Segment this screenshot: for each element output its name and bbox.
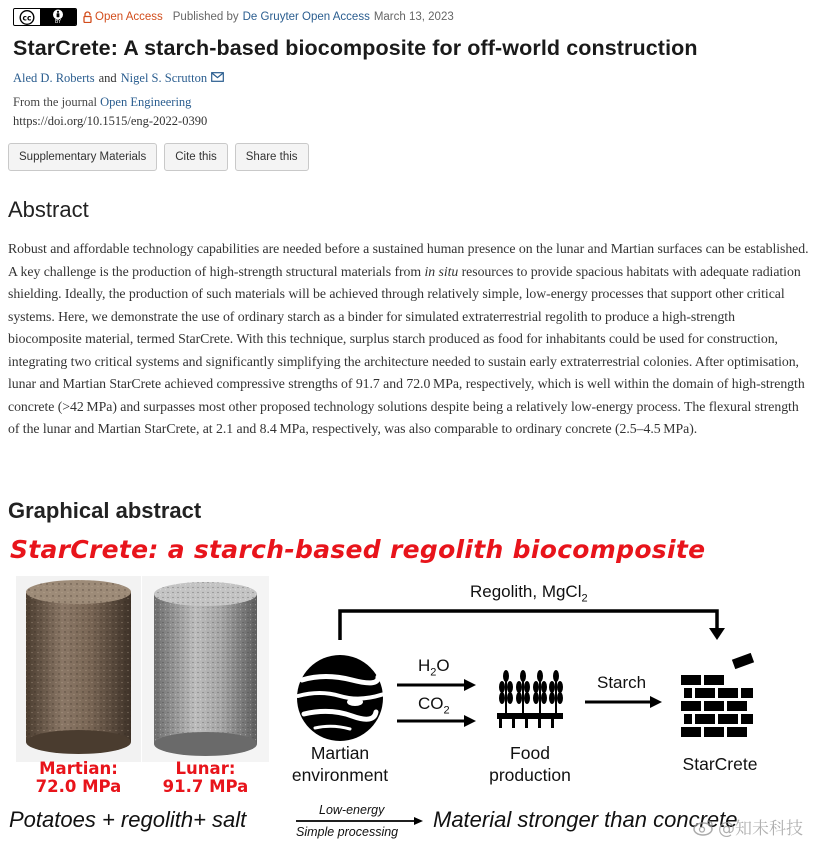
article-title: StarCrete: A starch-based biocomposite for off-world construction (13, 36, 698, 60)
watermark (693, 814, 803, 839)
abstract-italic-term: in situ (424, 263, 459, 279)
regolith-subscript: 2 (581, 592, 588, 605)
co2-subscript: 2 (443, 704, 450, 717)
co2-co: CO (418, 694, 444, 713)
martian-label: Martian: (39, 759, 118, 778)
article-actions (8, 143, 309, 171)
svg-text:cc: cc (22, 13, 32, 22)
abstract-text (8, 238, 810, 441)
author-link[interactable]: Aled D. Roberts (13, 71, 95, 85)
h2o-subscript: 2 (430, 666, 437, 679)
supplementary-materials-button[interactable]: Supplementary Materials (8, 143, 157, 171)
martian-value: 72.0 MPa (35, 777, 122, 796)
author-list (13, 71, 224, 86)
cite-button[interactable]: Cite this (164, 143, 228, 171)
open-access-badge (83, 11, 163, 23)
bottom-inputs-text: Potatoes + regolith+ salt (9, 807, 247, 832)
abstract-text-part: resources to provide spacious habitats with adequate radiation shielding. Ideally, the production of such materials will be achieved through relatively simple, low-energy processes that support other critical systems. Here, we demonstrate the use of ordinary starch as a binder for simulated extraterrestrial regolith to produce a high-strength biocomposite material, termed StarCrete. With this technique, surplus starch produced as food for inhabitants could be used for construction, integrating two critical systems and significantly simplifying the architecture needed to sustain early extraterrestrial colonies. After optimisation, lunar and Martian StarCrete achieved compressive strengths of 91.7 and 72.0 MPa, respectively, which is well within the domain of high-strength concrete (>42 MPa) and surpasses most other proposed technology solutions despite being a relatively low-energy process. The flexural strength of the lunar and Martian StarCrete, at 2.1 and 8.4 MPa, respectively, was also comparable to ordinary concrete (2.5–4.5 MPa). (8, 263, 805, 436)
figure-title: StarCrete: a starch-based regolith biocomposite (10, 535, 706, 564)
publisher-link[interactable]: De Gruyter Open Access (242, 11, 370, 23)
authors-joiner: and (98, 71, 117, 85)
author-link[interactable]: Nigel S. Scrutton (120, 71, 208, 85)
co2-label (418, 694, 450, 716)
journal-line (13, 95, 191, 110)
regolith-feed-line (340, 611, 717, 640)
bottom-result-text: Material stronger than concrete (433, 807, 738, 832)
martian-env-line1: Martian (310, 743, 370, 763)
by-icon (40, 9, 76, 25)
abstract-heading: Abstract (8, 197, 89, 222)
watermark-text: @知未科技 (718, 819, 803, 839)
food-production-label (475, 742, 585, 786)
doi-link[interactable]: https://doi.org/10.1515/eng-2022-0390 (13, 114, 208, 128)
cc-by-license-badge[interactable] (13, 8, 77, 26)
starch-label: Starch (597, 673, 647, 692)
regolith-feed-arrowhead (709, 628, 725, 640)
abstract-text-part: Robust and affordable technology capabilities are needed before a sustained human presence on the lunar and Martian surfaces can be established. A key challenge is the production of high-strength structural materials from (8, 241, 809, 279)
by-label: BY (54, 19, 62, 25)
open-access-label: Open Access (95, 11, 163, 23)
co2-arrowhead (464, 715, 476, 727)
regolith-mgcl2-label (470, 582, 588, 604)
published-by-prefix: Published by (172, 11, 239, 23)
graphical-abstract-figure (0, 530, 813, 849)
process-arrowhead (414, 817, 423, 825)
h2o-label (418, 656, 450, 678)
journal-link[interactable]: Open Engineering (100, 95, 192, 109)
article-meta-row (13, 7, 454, 27)
process-label-top: Low-energy (319, 803, 385, 817)
share-button[interactable]: Share this (235, 143, 309, 171)
food-line1: Food (510, 743, 550, 763)
journal-prefix: From the journal (13, 95, 98, 109)
mars-planet-icon (297, 655, 384, 741)
graphical-abstract-heading: Graphical abstract (8, 498, 202, 523)
cc-icon (14, 9, 40, 25)
publish-date: March 13, 2023 (373, 11, 454, 23)
food-line2: production (489, 765, 571, 785)
lunar-label: Lunar: (175, 759, 236, 778)
lunar-value: 91.7 MPa (162, 777, 249, 796)
starch-arrowhead (650, 696, 662, 708)
email-icon[interactable] (211, 71, 224, 86)
weibo-icon (693, 818, 715, 836)
h2o-arrowhead (464, 679, 476, 691)
h2o-o: O (436, 656, 450, 675)
regolith-text: Regolith, MgCl (470, 582, 582, 601)
martian-environment-label (280, 742, 400, 786)
wheat-crop-icon (497, 670, 563, 728)
open-lock-icon (83, 11, 92, 23)
process-diagram (0, 530, 813, 849)
brick-wall-icon (681, 653, 754, 737)
process-label-bottom: Simple processing (296, 825, 399, 839)
starcrete-label: StarCrete (682, 754, 758, 774)
martian-env-line2: environment (291, 765, 389, 785)
h2o-h: H (418, 656, 431, 675)
